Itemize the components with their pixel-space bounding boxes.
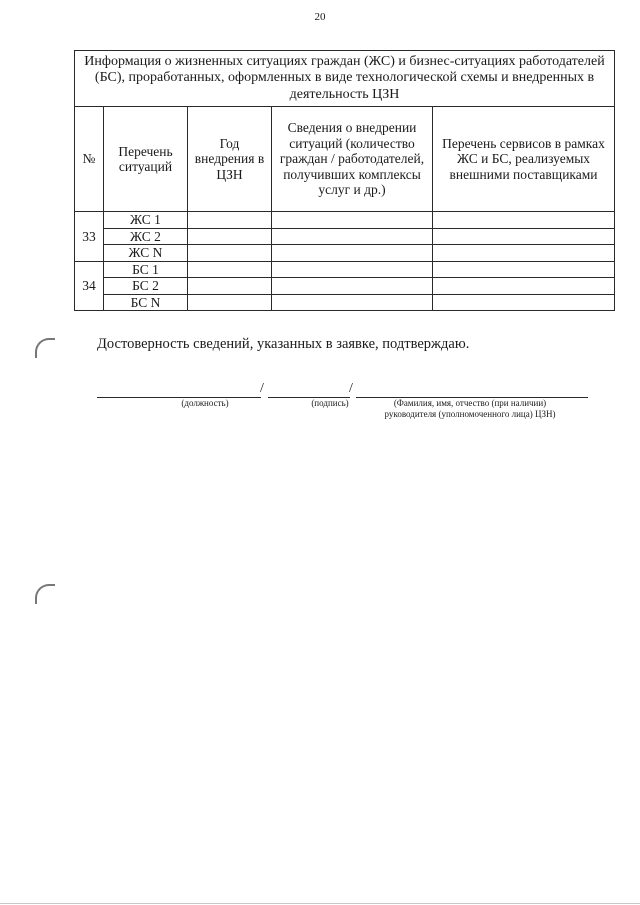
confirmation-text: Достоверность сведений, указанных в заявке, подтверждаю. [97, 336, 470, 352]
situation-cell: БС 2 [104, 278, 188, 295]
table-title: Информация о жизненных ситуациях граждан (ЖС) и бизнес-ситуациях работодателей (БС), проработанных, оформленных в виде технологической схемы и внедренных в деятельность ЦЗН [84, 53, 605, 102]
signature-caption: (подпись) [311, 398, 349, 408]
group-number: 33 [75, 212, 104, 262]
slash-separator: / [349, 381, 353, 396]
group-number: 34 [75, 261, 104, 311]
name-caption-line-2: руководителя (уполномоченного лица) ЦЗН) [384, 409, 556, 419]
year-cell [188, 212, 272, 229]
services-cell [433, 212, 615, 229]
header-situations: Перечень ситуаций [104, 107, 188, 212]
table-header-row [75, 107, 615, 212]
situation-cell: ЖС 1 [104, 212, 188, 229]
services-cell [433, 228, 615, 245]
services-cell [433, 245, 615, 262]
situation-cell: ЖС 2 [104, 228, 188, 245]
table-row [75, 212, 615, 229]
info-cell [272, 212, 433, 229]
year-cell [188, 261, 272, 278]
header-year: Год внедрения в ЦЗН [188, 107, 272, 212]
info-cell [272, 245, 433, 262]
info-cell [272, 278, 433, 295]
punch-hole-mark [35, 584, 55, 604]
services-cell [433, 278, 615, 295]
services-cell [433, 261, 615, 278]
header-num: № [75, 107, 104, 212]
header-services: Перечень сервисов в рамках ЖС и БС, реализуемых внешними поставщиками [433, 107, 615, 212]
slash-separator: / [260, 381, 264, 396]
table-row [75, 278, 615, 295]
year-cell [188, 278, 272, 295]
name-caption-line-1: (Фамилия, имя, отчество (при наличии) [393, 398, 547, 408]
info-cell [272, 261, 433, 278]
info-cell [272, 294, 433, 311]
situations-table [74, 50, 615, 311]
table-row [75, 228, 615, 245]
year-cell [188, 228, 272, 245]
name-caption [360, 398, 580, 420]
table-row [75, 245, 615, 262]
position-caption: (должность) [181, 398, 229, 408]
table-row [75, 261, 615, 278]
services-cell [433, 294, 615, 311]
page-number: 20 [314, 11, 326, 23]
table-row [75, 294, 615, 311]
year-cell [188, 294, 272, 311]
situation-cell: БС 1 [104, 261, 188, 278]
situation-cell: ЖС N [104, 245, 188, 262]
situation-cell: БС N [104, 294, 188, 311]
info-cell [272, 228, 433, 245]
header-implementation-info: Сведения о внедрении ситуаций (количество граждан / работодателей, получивших комплексы услуг и др.) [272, 107, 433, 212]
page-bottom-edge [0, 903, 640, 904]
table-title-cell [75, 51, 615, 107]
year-cell [188, 245, 272, 262]
punch-hole-mark [35, 338, 55, 358]
